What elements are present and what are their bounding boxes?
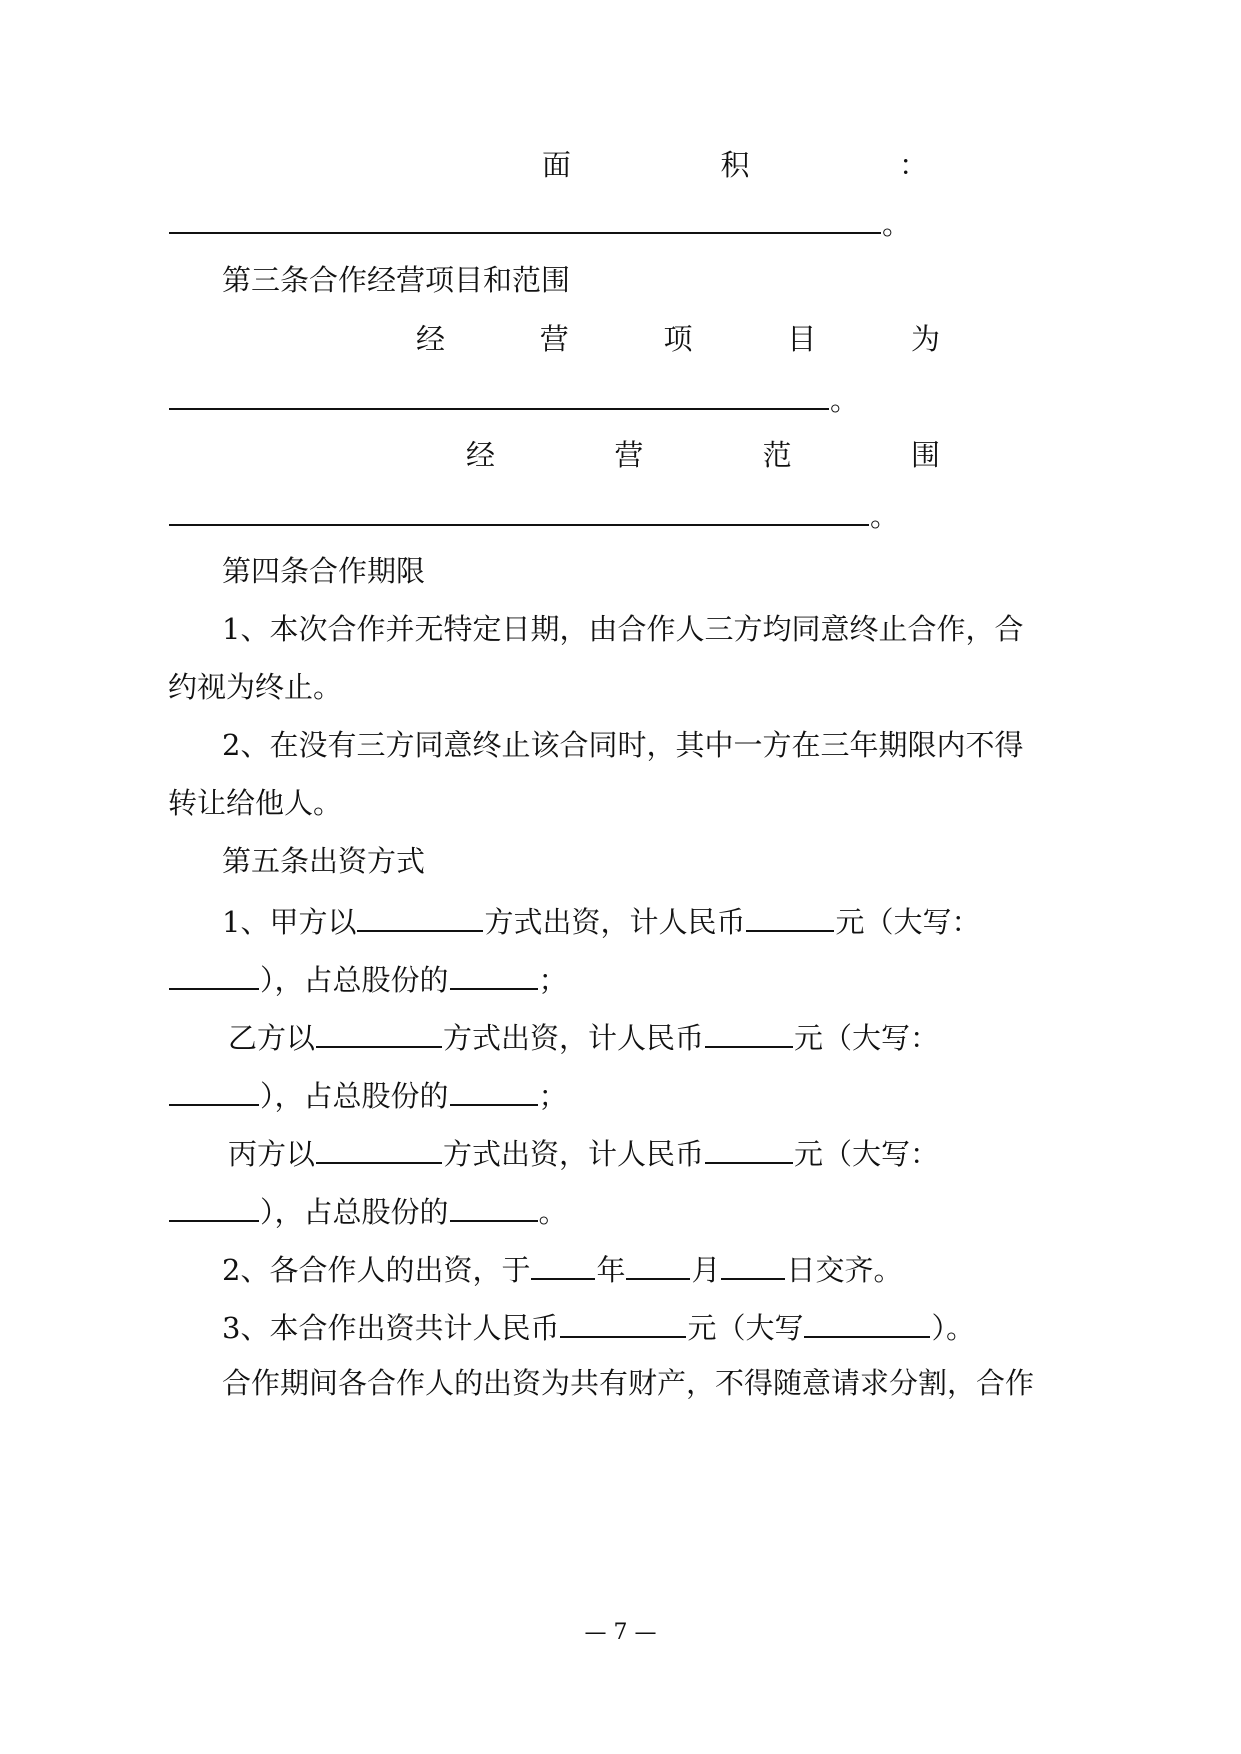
party-c-yuan-text: 元（大写： xyxy=(794,1137,940,1171)
area-end: 。 xyxy=(882,207,912,241)
party-b-end: ； xyxy=(538,1079,568,1113)
article4-title: 第四条合作期限 xyxy=(222,554,426,588)
scope-char-2: 营 xyxy=(614,438,644,472)
p3-yuan-text: 元（大写 xyxy=(687,1311,804,1345)
party-a-method-text: 方式出资，计人民币 xyxy=(484,905,746,939)
item-char-3: 项 xyxy=(663,322,693,356)
business-item-label-row xyxy=(416,314,940,364)
party-a-capital-blank[interactable] xyxy=(169,952,259,990)
area-blank-line xyxy=(0,196,1241,246)
party-a-method-blank[interactable] xyxy=(357,894,483,932)
article4-p2-line1: 2、在没有三方同意终止该合同时，其中一方在三年期限内不得 xyxy=(222,728,1024,762)
area-char-2: 积 xyxy=(720,148,750,182)
scope-char-1: 经 xyxy=(466,438,496,472)
p3-end: ）。 xyxy=(931,1311,975,1345)
business-scope-end: 。 xyxy=(870,499,900,533)
p2-year-blank[interactable] xyxy=(531,1242,595,1280)
party-c-prefix: 丙方以 xyxy=(228,1137,316,1171)
area-blank[interactable] xyxy=(169,196,881,234)
party-c-share-blank[interactable] xyxy=(450,1184,538,1222)
party-a-yuan-text: 元（大写： xyxy=(835,905,981,939)
business-scope-blank[interactable] xyxy=(169,488,869,526)
business-item-end: 。 xyxy=(830,383,860,417)
party-b-prefix: 乙方以 xyxy=(228,1021,316,1055)
p2-year-text: 年 xyxy=(596,1253,626,1287)
article4-p1-line1: 1、本次合作并无特定日期，由合作人三方均同意终止合作，合 xyxy=(222,612,1024,646)
area-label-row xyxy=(542,140,928,190)
party-c-capital-blank[interactable] xyxy=(169,1184,259,1222)
business-scope-blank-line xyxy=(0,488,1241,538)
party-c-amount-blank[interactable] xyxy=(705,1126,793,1164)
p2-prefix: 2、各合作人的出资，于 xyxy=(222,1253,531,1287)
party-b-line2 xyxy=(0,1068,1241,1118)
party-b-method-blank[interactable] xyxy=(316,1010,442,1048)
party-b-method-text: 方式出资，计人民币 xyxy=(443,1021,705,1055)
business-item-blank[interactable] xyxy=(169,372,829,410)
area-char-1: 面 xyxy=(542,148,572,182)
party-b-capital-blank[interactable] xyxy=(169,1068,259,1106)
item-char-1: 经 xyxy=(416,322,446,356)
scope-char-4: 围 xyxy=(910,438,940,472)
item-char-5: 为 xyxy=(910,322,940,356)
article5-p4: 合作期间各合作人的出资为共有财产，不得随意请求分割，合作 xyxy=(222,1366,1035,1400)
article5-p3 xyxy=(0,1300,1241,1350)
scope-char-3: 范 xyxy=(762,438,792,472)
party-a-share-text: ），占总股份的 xyxy=(260,963,449,997)
article3-title: 第三条合作经营项目和范围 xyxy=(222,263,571,297)
party-a-end: ； xyxy=(538,963,568,997)
party-b-share-blank[interactable] xyxy=(450,1068,538,1106)
article4-p1-line2: 约视为终止。 xyxy=(168,670,343,704)
article5-p2 xyxy=(0,1242,1241,1292)
party-c-line2 xyxy=(0,1184,1241,1234)
p3-prefix: 3、本合作出资共计人民币 xyxy=(222,1311,560,1345)
p2-month-blank[interactable] xyxy=(626,1242,690,1280)
item-char-4: 目 xyxy=(787,322,817,356)
party-a-prefix: 1、甲方以 xyxy=(222,905,357,939)
party-b-share-text: ），占总股份的 xyxy=(260,1079,449,1113)
business-scope-label-row xyxy=(466,430,940,480)
party-c-line1 xyxy=(0,1126,1241,1176)
party-b-amount-blank[interactable] xyxy=(705,1010,793,1048)
item-char-2: 营 xyxy=(539,322,569,356)
party-a-amount-blank[interactable] xyxy=(746,894,834,932)
area-char-3: ： xyxy=(898,148,928,182)
party-a-line2 xyxy=(0,952,1241,1002)
party-c-end: 。 xyxy=(538,1195,568,1229)
party-a-line1 xyxy=(0,894,1241,944)
party-b-yuan-text: 元（大写： xyxy=(794,1021,940,1055)
party-c-share-text: ），占总股份的 xyxy=(260,1195,449,1229)
article5-title: 第五条出资方式 xyxy=(222,844,426,878)
party-c-method-blank[interactable] xyxy=(316,1126,442,1164)
p3-amount-blank[interactable] xyxy=(560,1300,686,1338)
party-c-method-text: 方式出资，计人民币 xyxy=(443,1137,705,1171)
page-number: — 7 — xyxy=(584,1620,657,1645)
party-b-line1 xyxy=(0,1010,1241,1060)
p2-day-text: 日交齐。 xyxy=(786,1253,903,1287)
party-a-share-blank[interactable] xyxy=(450,952,538,990)
p2-month-text: 月 xyxy=(691,1253,721,1287)
p3-capital-blank[interactable] xyxy=(804,1300,930,1338)
business-item-blank-line xyxy=(0,372,1241,422)
article4-p2-line2: 转让给他人。 xyxy=(168,786,343,820)
p2-day-blank[interactable] xyxy=(721,1242,785,1280)
